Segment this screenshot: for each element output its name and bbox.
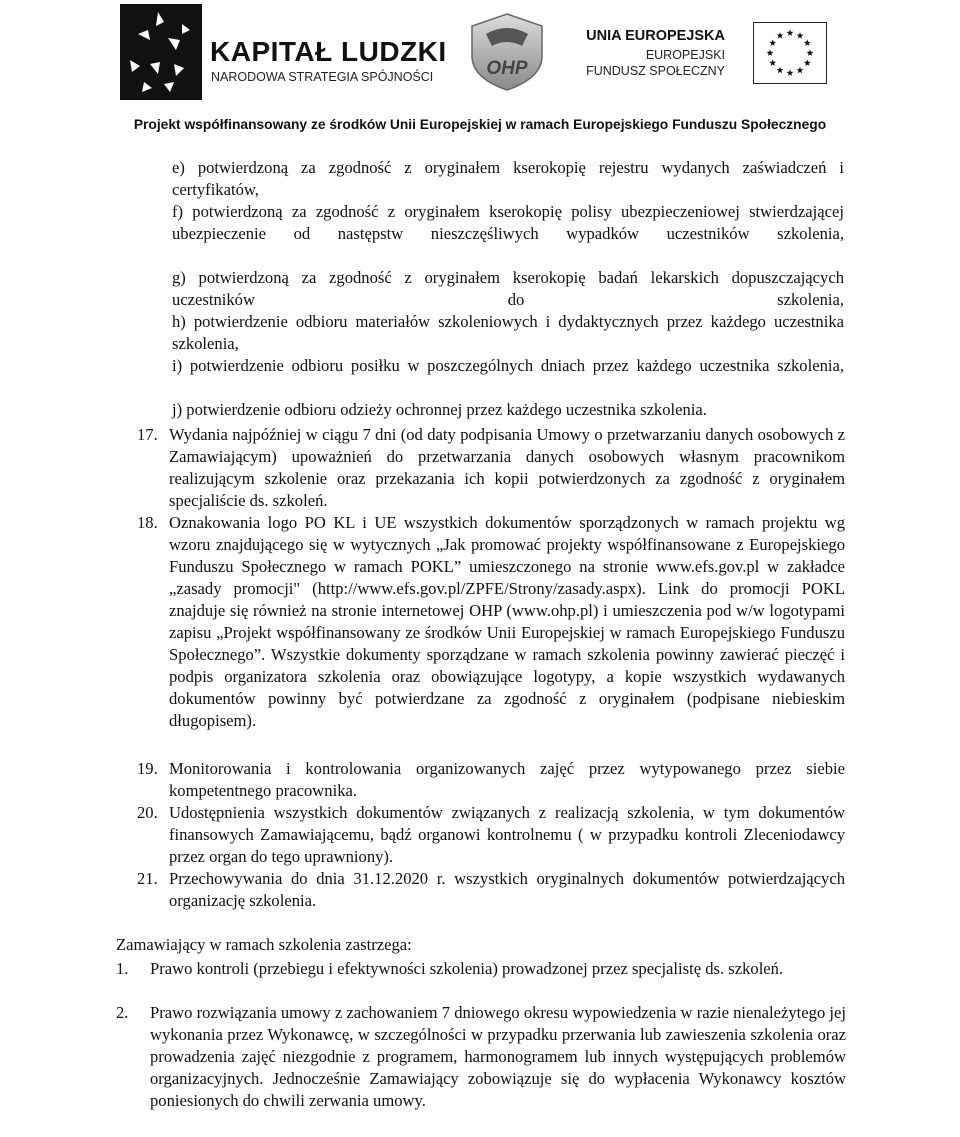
- reserve-item-2-text: Prawo rozwiązania umowy z zachowaniem 7 dniowego okresu wypowiedzenia w razie nienależytego jej wykonania przez Wykonawcę, w szczególności w przypadku przerwania lub zawieszenia szkolenia oraz prowadzenia zajęć niezgodnie z programem, harmonogramem lub innych występujących problemów organizacyjnych. Jednocześnie Zamawiający zobowiązuje się do wypłacenia Wykonawcy kosztów poniesionych do chwili zerwania umowy.: [150, 1003, 846, 1110]
- reserve-heading: Zamawiający w ramach szkolenia zastrzega:: [116, 935, 412, 954]
- item-number-19: 19.: [137, 759, 158, 778]
- list-item-i: i) potwierdzenie odbioru posiłku w poszczególnych dniach przez każdego uczestnika szkolenia,: [172, 356, 844, 375]
- list-item-f: f) potwierdzoną za zgodność z oryginałem kserokopię polisy ubezpieczeniowej stwierdzającej ubezpieczenie od następstw nieszczęśliwych wypadków uczestników szkolenia,: [172, 202, 844, 243]
- item-21-text: Przechowywania do dnia 31.12.2020 r. wszystkich oryginalnych dokumentów potwierdzających organizację szkolenia.: [169, 869, 845, 910]
- item-number-20: 20.: [137, 803, 158, 822]
- list-item-g: g) potwierdzoną za zgodność z oryginałem kserokopię badań lekarskich dopuszczających uczestników do szkolenia,: [172, 268, 844, 309]
- kapital-ludzki-logo-icon: [120, 4, 202, 100]
- item-number-18: 18.: [137, 513, 158, 532]
- ohp-logo-icon: [468, 12, 546, 92]
- page-header: [0, 0, 960, 140]
- ohp-logo: [468, 12, 546, 92]
- project-cofinanced-line: Projekt współfinansowany ze środków Unii Europejskiej w ramach Europejskiego Funduszu Społecznego: [133, 117, 827, 132]
- item-number-21: 21.: [137, 869, 158, 888]
- eu-line-3: FUNDUSZ SPOŁECZNY: [586, 64, 725, 78]
- eu-flag-icon: [753, 22, 827, 84]
- kapital-ludzki-subtitle: NARODOWA STRATEGIA SPÓJNOŚCI: [211, 70, 434, 84]
- reserve-number-1: 1.: [116, 959, 129, 978]
- eu-logo: [585, 22, 845, 92]
- kapital-ludzki-logo: [120, 4, 447, 100]
- ohp-logo-label: OHP: [486, 58, 528, 79]
- reserve-item-1-text: Prawo kontroli (przebiegu i efektywności szkolenia) prowadzonej przez specjalistę ds. szkoleń.: [150, 959, 784, 978]
- item-number-17: 17.: [137, 425, 158, 444]
- kapital-ludzki-title: KAPITAŁ LUDZKI: [210, 36, 447, 67]
- list-item-j: j) potwierdzenie odbioru odzieży ochronnej przez każdego uczestnika szkolenia.: [172, 400, 707, 419]
- list-item-e: e) potwierdzoną za zgodność z oryginałem kserokopię rejestru wydanych zaświadczeń i certyfikatów,: [172, 158, 844, 199]
- reserve-number-2: 2.: [116, 1003, 129, 1022]
- list-item-h: h) potwierdzenie odbioru materiałów szkoleniowych i dydaktycznych przez każdego uczestnika szkolenia,: [172, 312, 844, 353]
- eu-title: UNIA EUROPEJSKA: [586, 28, 725, 44]
- item-17-text: Wydania najpóźniej w ciągu 7 dni (od daty podpisania Umowy o przetwarzaniu danych osobowych z Zamawiającym) upoważnień do przetwarzania danych osobowych własnym pracownikom realizującym szkolenie oraz przekazania ich kopii potwierdzonych za zgodność z oryginałem specjaliście ds. szkoleń.: [169, 425, 845, 510]
- item-20-text: Udostępnienia wszystkich dokumentów związanych z realizacją szkolenia, w tym dokumentów finansowych Zamawiającemu, bądź organowi kontrolnemu ( w przypadku kontroli Zleceniodawcy przez organ do tego uprawniony).: [169, 803, 845, 866]
- item-18-text: Oznakowania logo PO KL i UE wszystkich dokumentów sporządzonych w ramach projektu wg wzoru znajdującego się w wytycznych „Jak promować projekty współfinansowane z Europejskiego Funduszu Społecznego w ramach POKL” umieszczonego na stronie www.efs.gov.pl w zakładce „zasady promocji" (http://www.efs.gov.pl/ZPFE/Strony/zasady.aspx). Link do promocji POKL znajduje się również na stronie internetowej OHP (www.ohp.pl) i umieszczenia pod w/w logotypami zapisu „Projekt współfinansowany ze środków Unii Europejskiej w ramach Europejskiego Funduszu Społecznego”. Wszystkie dokumenty sporządzane w ramach szkolenia powinny zawierać pieczęć i podpis organizatora szkolenia oraz obowiązujące logotypy, a kopie wszystkich wydawanych dokumentów powinny być potwierdzane za zgodność z oryginałem (podpisane niebieskim długopisem).: [169, 513, 845, 730]
- eu-line-2: EUROPEJSKI: [645, 48, 725, 62]
- item-19-text: Monitorowania i kontrolowania organizowanych zajęć przez wytypowanego przez siebie kompetentnego pracownika.: [169, 759, 845, 800]
